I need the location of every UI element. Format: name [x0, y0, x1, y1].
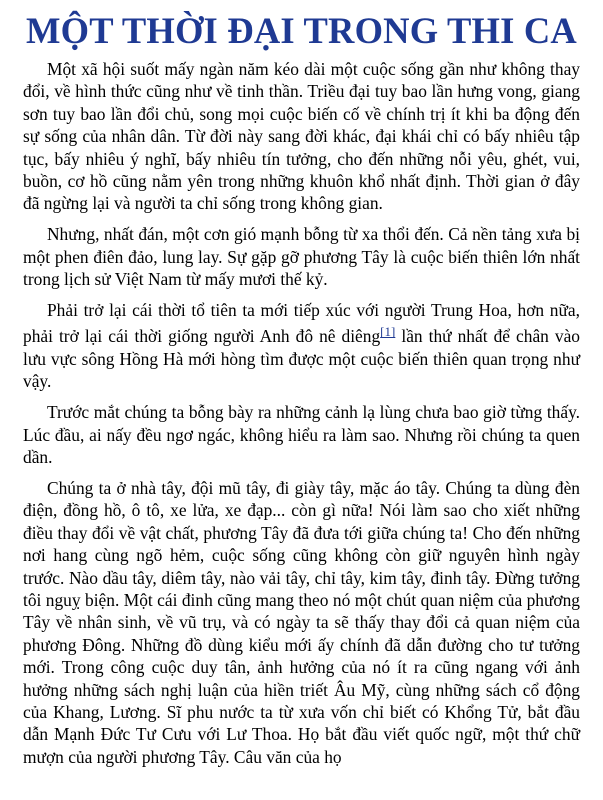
- paragraph-3-text-before: Phải trở lại cái thời tổ tiên ta mới tiếp xúc với người Trung Hoa, hơn nữa, phải trở lại cái thời giống người Anh đô nê diêng: [23, 300, 580, 347]
- footnote-link-1[interactable]: [1]: [380, 324, 396, 340]
- paragraph-4: Trước mắt chúng ta bỗng bày ra những cảnh lạ lùng chưa bao giờ từng thấy. Lúc đầu, ai nấy đều ngơ ngác, không hiểu ra làm sao. Nhưng rồi chúng ta quen dần.: [23, 402, 580, 467]
- page-title: MỘT THỜI ĐẠI TRONG THI CA: [26, 10, 577, 51]
- body-text: [23, 58, 580, 768]
- paragraph-3: [23, 299, 580, 393]
- paragraph-1: Một xã hội suốt mấy ngàn năm kéo dài một cuộc sống gần như không thay đổi, về hình thức cũng như về tinh thần. Triều đại tuy bao lần hưng vong, giang sơn tuy bao lần đổi chủ, song mọi cuộc biến cố về chính trị ít khi ba động đến sự sống của nhân dân. Từ đời này sang đời khác, đại khái chỉ có bấy nhiêu tập tục, bấy nhiêu ý nghĩ, bấy nhiêu tín tưởng, cho đến những nỗi yêu, ghét, vui, buồn, cơ hồ cũng nằm yên trong những khuôn khổ nhất định. Thời gian ở đây đã ngừng lại và người ta chỉ sống trong không gian.: [23, 59, 580, 214]
- paragraph-2: Nhưng, nhất đán, một cơn gió mạnh bỗng từ xa thổi đến. Cả nền tảng xưa bị một phen điên đảo, lung lay. Sự gặp gỡ phương Tây là cuộc biến thiên lớn nhất trong lịch sử Việt Nam từ mấy mươi thế kỷ.: [23, 224, 580, 290]
- paragraph-3-text-after: lần thứ nhất để chân vào lưu vực sông Hồng Hà mới hòng tìm được một cuộc biến thiên quan trọng như vậy.: [23, 326, 580, 392]
- paragraph-5: Chúng ta ở nhà tây, đội mũ tây, đi giày tây, mặc áo tây. Chúng ta dùng đèn điện, đồng hồ, ô tô, xe lửa, xe đạp... còn gì nữa! Nói làm sao cho xiết những điều thay đổi về vật chất, phương Tây đã đưa tới giữa chúng ta! Cho đến những nơi hang cùng ngõ hẻm, cuộc sống cũng không còn giữ nguyên hình ngày trước. Nào dầu tây, diêm tây, nào vải tây, chỉ tây, kim tây, đinh tây. Đừng tưởng tôi nguỵ biện. Một cái đinh cũng mang theo nó một chút quan niệm của phương Tây về nhân sinh, về vũ trụ, và có ngày ta sẽ thấy thay đổi cả quan niệm của phương Đông. Những đồ dùng kiểu mới ấy chính đã dẫn đường cho tư tưởng mới. Trong công cuộc duy tân, ảnh hưởng của nó ít ra cũng ngang với ảnh hưởng những sách nghị luận của hiền triết Âu Mỹ, cùng những sách cổ động của Khang, Lương. Sĩ phu nước ta từ xưa vốn chỉ biết có Khổng Tử, bắt đầu dẫn Mạnh Đức Tư Cưu với Lư Thoa. Họ bắt đầu viết quốc ngữ, một thứ chữ mượn của người phương Tây. Câu văn của họ: [23, 477, 580, 767]
